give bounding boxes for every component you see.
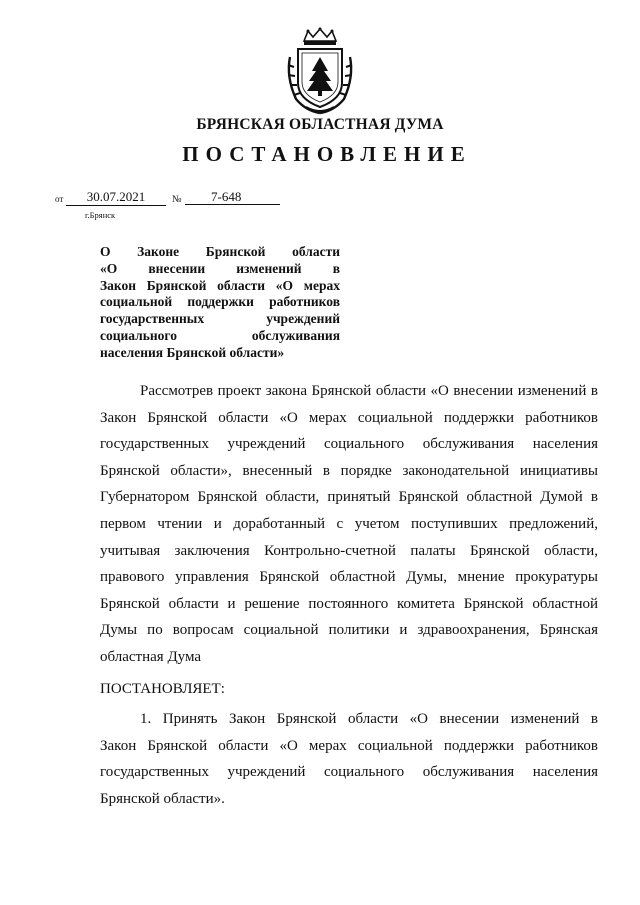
title-line: социального обслуживания: [100, 327, 340, 343]
document-type-heading: ПОСТАНОВЛЕНИЕ: [182, 142, 472, 166]
paragraph-line: учитывая заключения Контрольно-счетной палаты Брянской области,: [100, 542, 598, 559]
coat-of-arms-emblem: [282, 27, 358, 115]
title-line: населения Брянской области»: [100, 344, 285, 360]
paragraph-line: Рассмотрев проект закона Брянской области «О внесении изменений в: [140, 383, 598, 399]
document-number: 7-648: [185, 190, 280, 205]
decree-text: ПОСТАНОВЛЯЕТ:: [100, 681, 225, 697]
organization-name: БРЯНСКАЯ ОБЛАСТНАЯ ДУМА: [196, 116, 444, 133]
title-line: социальной поддержки работников: [100, 294, 340, 310]
preamble-paragraph: [100, 378, 598, 671]
date-label: от: [55, 194, 64, 204]
paragraph-line: первом чтении и доработанный с учетом поступивших предложений,: [100, 515, 598, 532]
item-line: 1. Принять Закон Брянской области «О внесении изменений в: [140, 711, 598, 727]
paragraph-line: правового управления Брянской областной Думы, мнение прокуратуры: [100, 569, 598, 586]
paragraph-line: Брянской области и решение постоянного комитета Брянской областной: [100, 595, 598, 612]
date-number-line: [55, 190, 295, 210]
item-line: Брянской области».: [100, 790, 225, 807]
title-line: Закон Брянской области «О мерах: [100, 277, 340, 293]
decree-item-1: [100, 706, 598, 812]
number-label: №: [172, 194, 182, 205]
paragraph-line: Думы по вопросам социальной политики и здравоохранения, Брянская: [100, 622, 598, 639]
paragraph-line: областная Дума: [100, 648, 202, 665]
title-line: «О внесении изменений в: [100, 260, 340, 276]
item-line: государственных учреждений социального обслуживания населения: [100, 764, 598, 781]
title-line: государственных учреждений: [100, 311, 340, 327]
title-line: О Законе Брянской области: [100, 244, 340, 259]
city-name: г.Брянск: [85, 210, 116, 220]
item-line: Закон Брянской области «О мерах социальной поддержки работников: [100, 737, 598, 754]
document-date: 30.07.2021: [66, 190, 166, 206]
document-title: [100, 244, 340, 362]
paragraph-line: Губернатором Брянской области, принятый Брянской областной Думой в: [100, 489, 598, 506]
paragraph-line: государственных учреждений социального обслуживания населения: [100, 436, 598, 453]
paragraph-line: Закон Брянской области «О мерах социальной поддержки работников: [100, 409, 598, 426]
decree-word: [100, 676, 598, 703]
paragraph-line: Брянской области», внесенный в порядке законодательной инициативы: [100, 462, 598, 479]
